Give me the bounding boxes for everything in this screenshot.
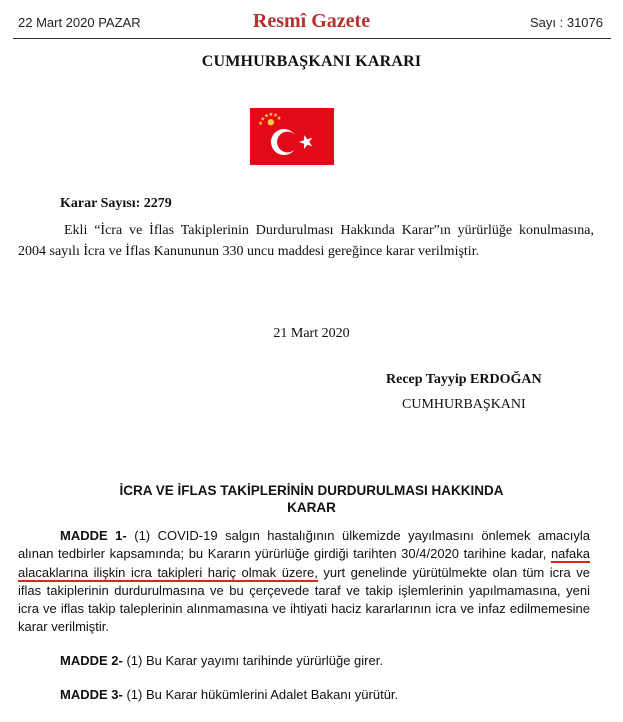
article-3 bbox=[60, 686, 600, 704]
annex-title-line-2: KARAR bbox=[287, 500, 336, 515]
signatory-name: Recep Tayyip ERDOĞAN bbox=[386, 372, 542, 387]
annex-title-line-1: İCRA VE İFLAS TAKİPLERİNİN DURDURULMASI HAKKINDA bbox=[119, 483, 504, 498]
document-title: CUMHURBAŞKANI KARARI bbox=[201, 53, 422, 70]
article-2-text: (1) Bu Karar yayımı tarihinde yürürlüğe girer. bbox=[122, 653, 383, 668]
article-1-label: MADDE 1- bbox=[60, 528, 127, 543]
article-1 bbox=[18, 527, 590, 637]
signing-date: 21 Mart 2020 bbox=[273, 326, 350, 341]
article-3-label: MADDE 3- bbox=[60, 687, 123, 702]
article-1-text-end: yurt genelinde yürütülmekte olan tüm icra ve iflas takiplerinin durdurulmasına ve bu çerçevede taraf ve takip işlemlerinin yapılmamasına, yeni icra ve iflas takip taleplerinin alınmamasına ve ihtiyati haciz kararlarının icra ve infaz edilmemesine karar verilmiştir. bbox=[18, 564, 591, 635]
gazette-date: 22 Mart 2020 PAZAR bbox=[18, 15, 141, 30]
signatory-title: CUMHURBAŞKANI bbox=[402, 397, 526, 412]
header-divider bbox=[13, 38, 611, 39]
decision-body: Ekli “İcra ve İflas Takiplerinin Durdurulması Hakkında Karar”ın yürürlüğe konulmasına, 2004 sayılı İcra ve İflas Kanununun 330 uncu maddesi gereğince karar verilmiştir. bbox=[18, 223, 594, 259]
article-2 bbox=[60, 652, 600, 670]
article-2-label: MADDE 2- bbox=[60, 653, 123, 668]
gazette-title: Resmî Gazete bbox=[252, 10, 371, 32]
article-3-text: (1) Bu Karar hükümlerini Adalet Bakanı yürütür. bbox=[122, 687, 399, 702]
decision-number: Karar Sayısı: 2279 bbox=[60, 196, 172, 211]
presidential-flag-icon bbox=[250, 108, 334, 165]
annex-title bbox=[0, 482, 623, 516]
article-1-text-start: (1) COVID-19 salgın hastalığının ülkemizde yayılmasını önlemek amacıyla alınan tedbirler kapsamında; bu Kararın yürürlüğe girdiği tarihten 30/4/2020 tarihine kadar, bbox=[18, 528, 590, 562]
article-1-highlighted-phrase: nafaka alacaklarına ilişkin icra takipleri hariç olmak üzere, bbox=[18, 546, 590, 580]
issue-number: Sayı : 31076 bbox=[530, 15, 603, 30]
